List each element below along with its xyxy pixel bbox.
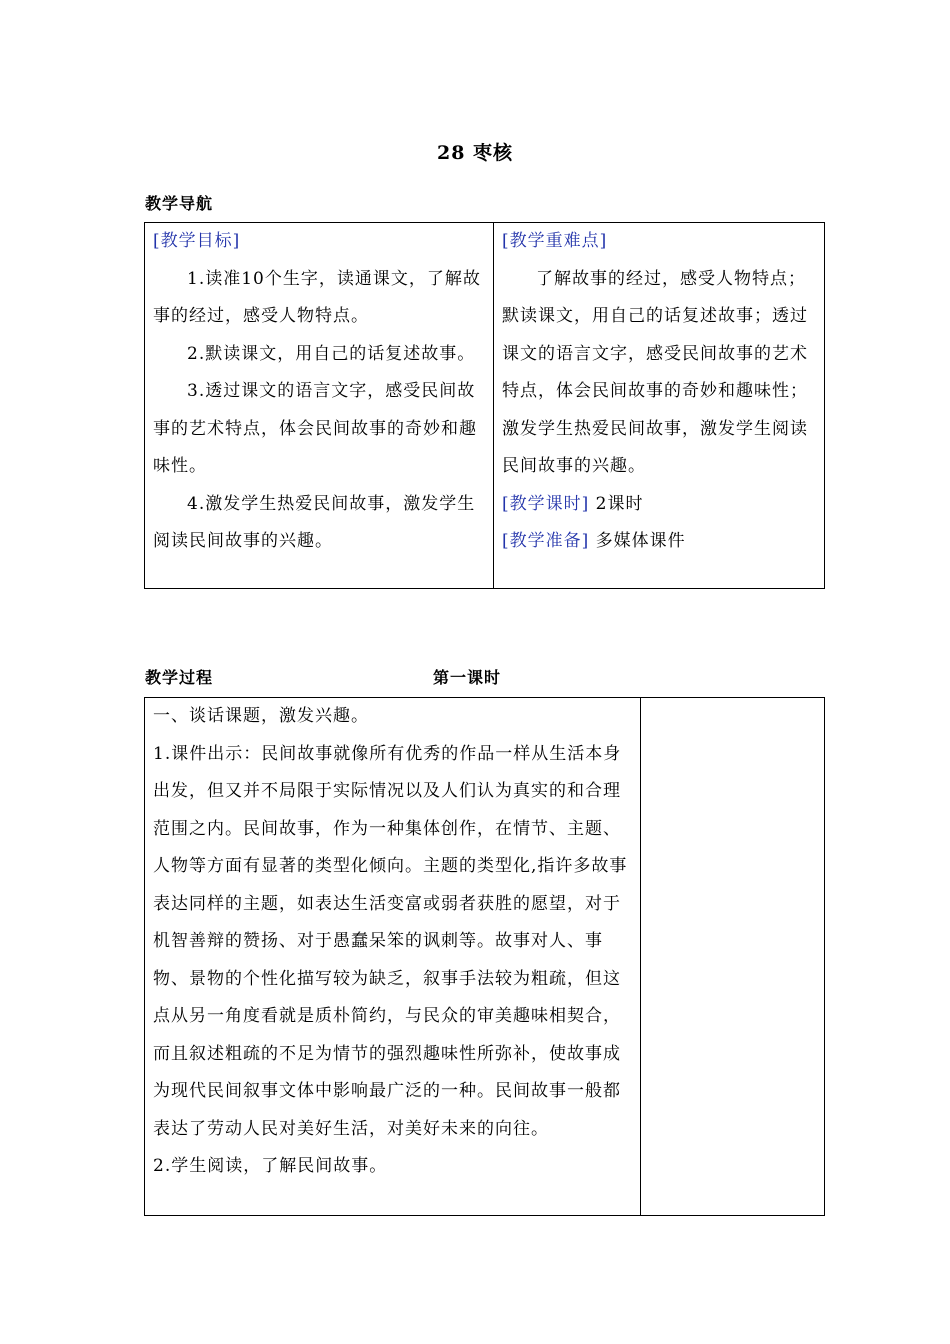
- process-item: 1.课件出示：民间故事就像所有优秀的作品一样从生活本身出发，但又并不局限于实际情况以及人们认为真实的和合理范围之内。民间故事，作为一种集体创作，在情节、主题、人物等方面有显著的类型化倾向。主题的类型化,指许多故事表达同样的主题，如表达生活变富或弱者获胜的愿望，对于机智善辩的赞扬、对于愚蠢呆笨的讽刺等。故事对人、事物、景物的个性化描写较为缺乏，叙事手法较为粗疏，但这点从另一角度看就是质朴简约，与民众的审美趣味相契合，而且叙述粗疏的不足为情节的强烈趣味性所弥补，使故事成为现代民间叙事文体中影响最广泛的一种。民间故事一般都表达了劳动人民对美好生活，对美好未来的向往。: [153, 743, 628, 1139]
- goal-item: 4.激发学生热爱民间故事，激发学生阅读民间故事的兴趣。: [153, 493, 476, 551]
- goals-cell: [145, 223, 494, 589]
- goals-tag: [教学目标]: [153, 231, 241, 251]
- hours-tag: [教学课时]: [501, 493, 590, 514]
- process-item: 2.学生阅读，了解民间故事。: [153, 1156, 388, 1176]
- hours-row: [502, 486, 816, 524]
- page-title: 28 枣核: [436, 142, 514, 164]
- prep-value: 多媒体课件: [595, 531, 686, 551]
- process-heading: 教学过程: [145, 668, 214, 687]
- teaching-nav-table: [144, 222, 825, 589]
- teaching-nav-heading: 教学导航: [145, 194, 214, 213]
- prep-row: [502, 523, 816, 561]
- focus-cell: [493, 223, 824, 589]
- lesson-heading: 第一课时: [433, 668, 502, 687]
- goal-item: 3.透过课文的语言文字，感受民间故事的艺术特点，体会民间故事的奇妙和趣味性。: [153, 381, 477, 476]
- goal-item: 1.读准10个生字，读通课文，了解故事的经过，感受人物特点。: [153, 268, 481, 326]
- hours-value: 2课时: [595, 493, 644, 514]
- process-step-heading: 一、谈话课题，激发兴趣。: [153, 706, 369, 726]
- prep-tag: [教学准备]: [501, 531, 590, 551]
- focus-tag: [教学重难点]: [501, 231, 608, 251]
- goal-item: 2.默读课文，用自己的话复述故事。: [187, 343, 476, 364]
- teaching-process-table: [144, 697, 825, 1216]
- process-main-cell: [145, 698, 641, 1216]
- process-notes-cell: [641, 698, 825, 1216]
- focus-text: 了解故事的经过，感受人物特点；默读课文，用自己的话复述故事；透过课文的语言文字，感受民间故事的艺术特点，体会民间故事的奇妙和趣味性；激发学生热爱民间故事，激发学生阅读民间故事的兴趣。: [501, 268, 808, 476]
